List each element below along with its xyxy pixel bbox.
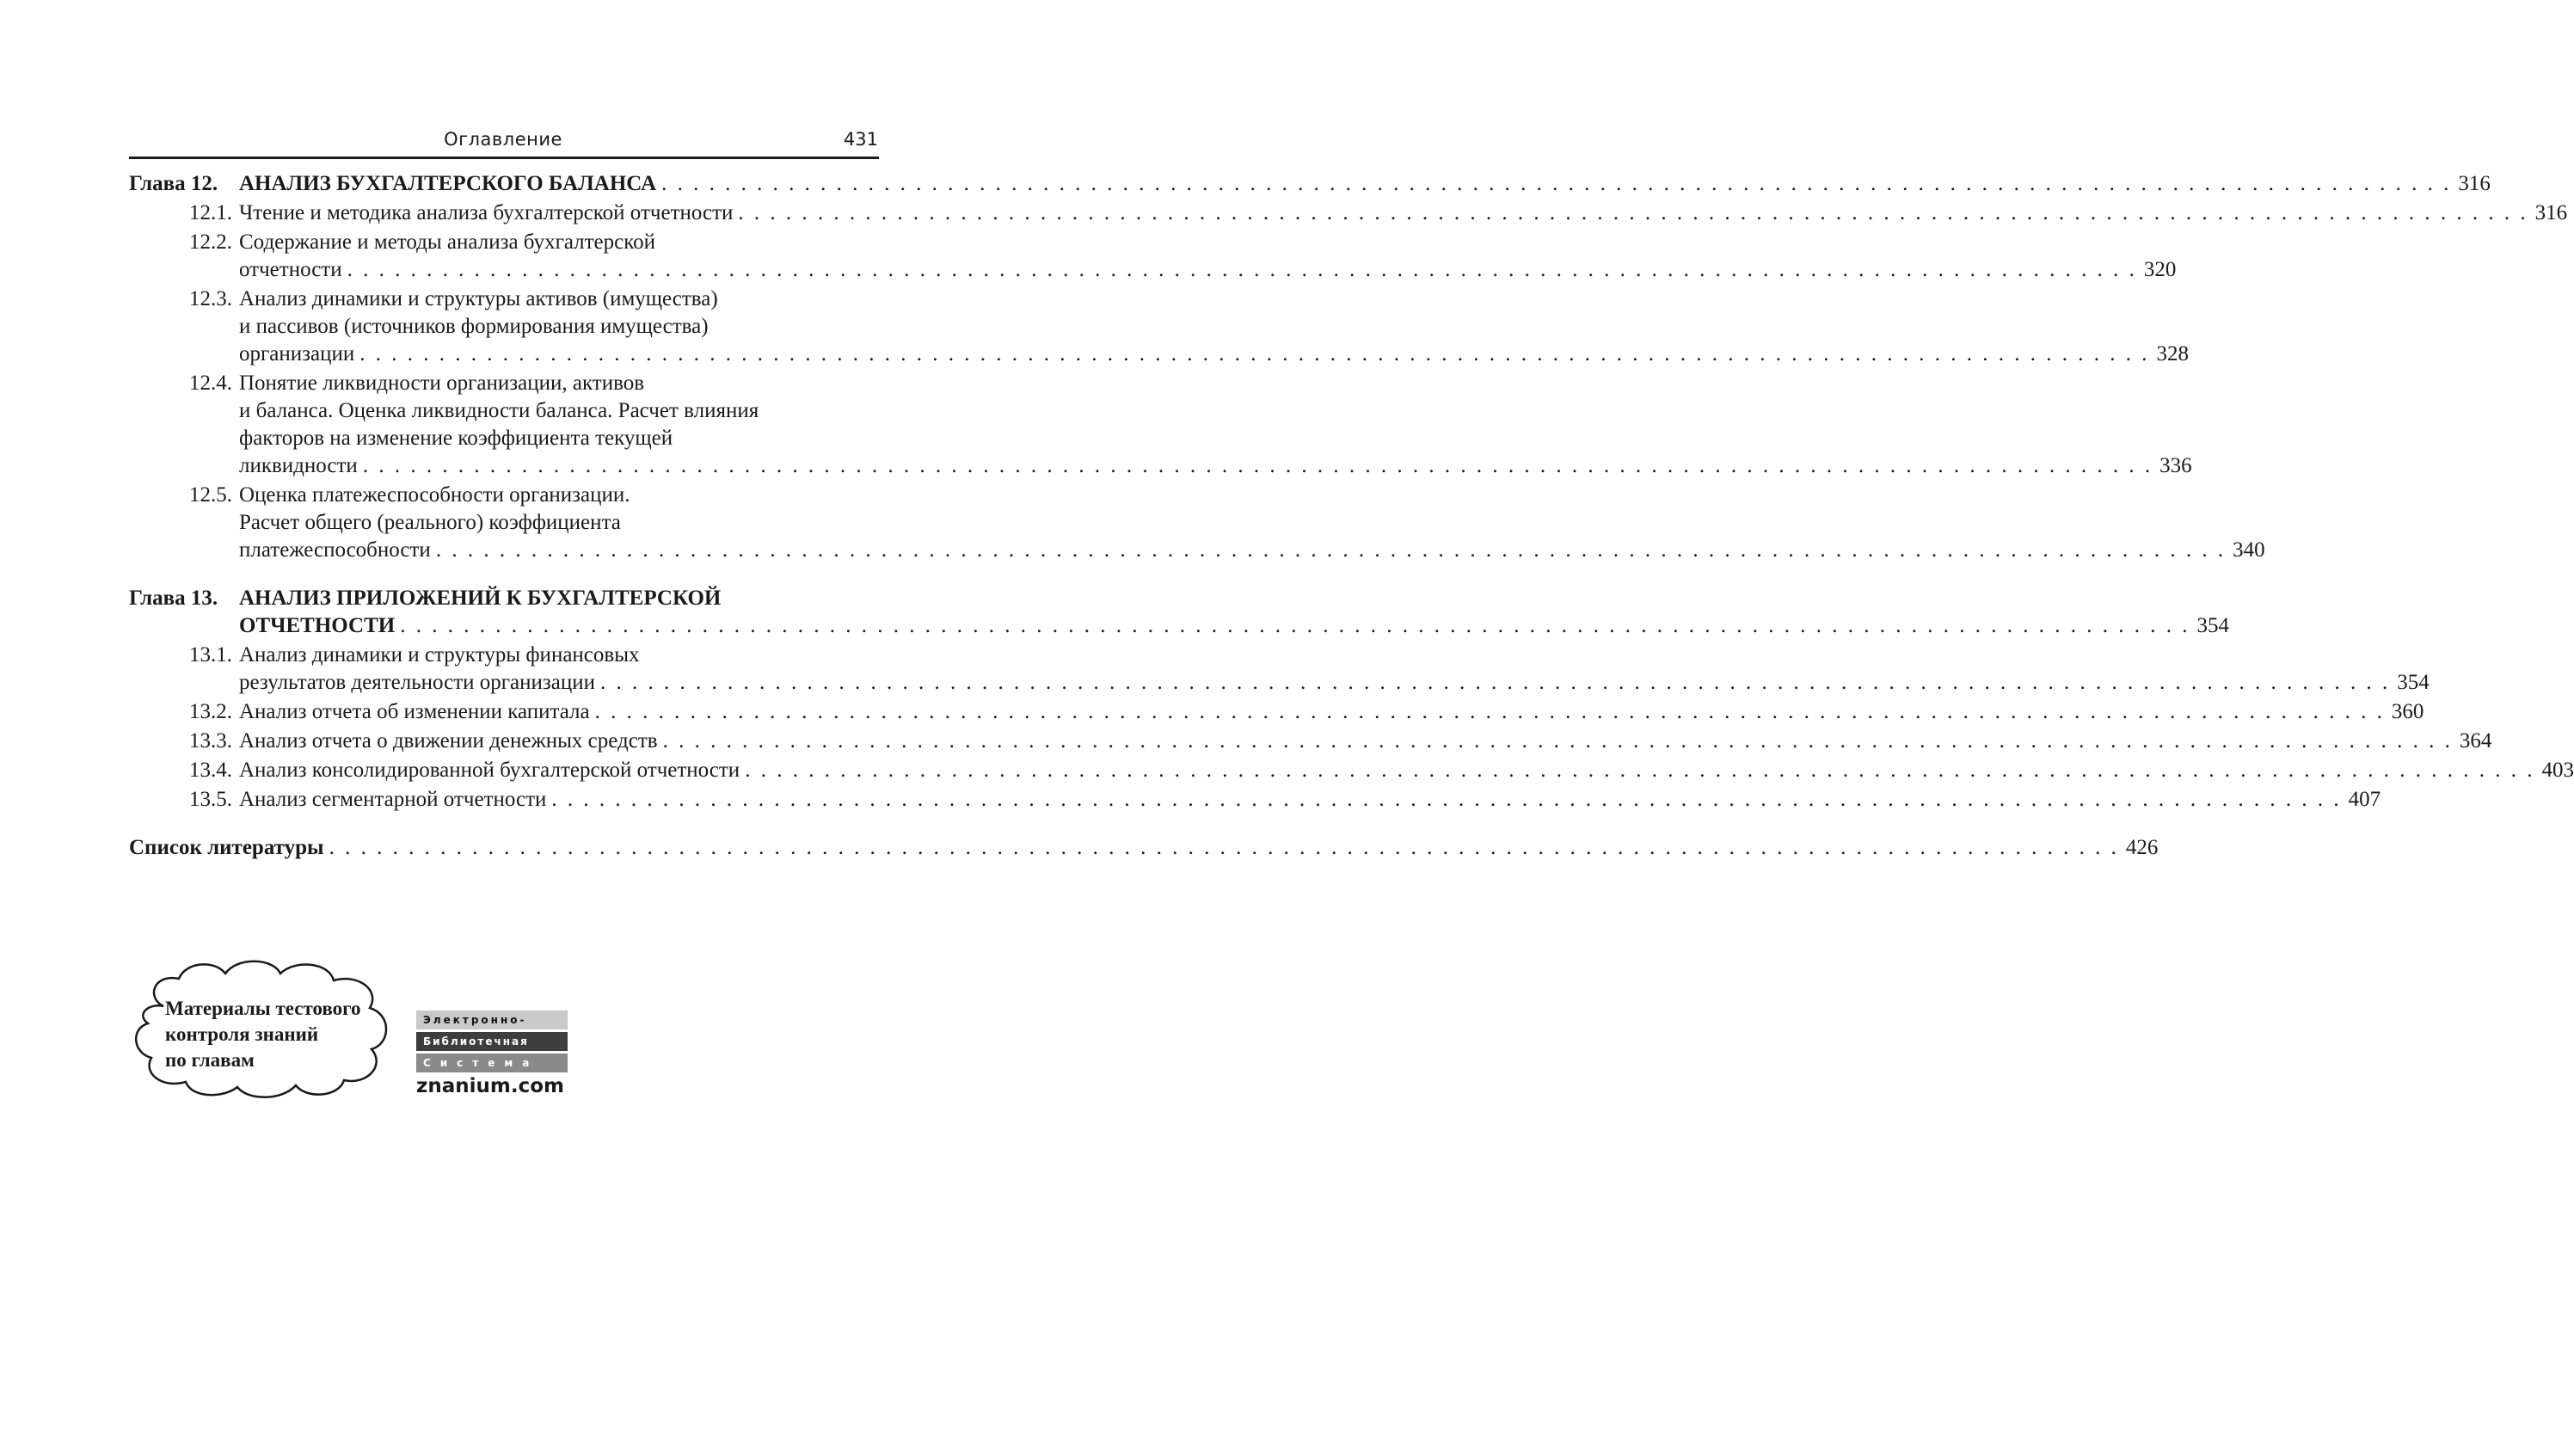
test-materials-callout[interactable] bbox=[129, 955, 396, 1101]
section-title bbox=[239, 757, 2574, 784]
section-title-row bbox=[239, 452, 2192, 480]
section-number: 13.1. bbox=[189, 643, 232, 667]
section-title bbox=[239, 200, 2568, 227]
section-page: 354 bbox=[2397, 671, 2430, 694]
section-title-line: Анализ динамики и структуры финансовых bbox=[239, 643, 640, 667]
section-number: 13.3. bbox=[189, 729, 232, 753]
dot-leader bbox=[436, 537, 2226, 564]
section-title-row bbox=[239, 256, 2177, 284]
section-title-text: Анализ сегментарной отчетности bbox=[239, 788, 547, 811]
section-title-row bbox=[239, 200, 2568, 227]
section-title-text: результатов деятельности организации bbox=[239, 671, 595, 694]
section-entry[interactable] bbox=[129, 482, 2265, 564]
chapter-page: 316 bbox=[2458, 172, 2491, 195]
section-title-row bbox=[239, 537, 2265, 564]
section-number: 13.2. bbox=[189, 700, 232, 723]
section-page: 336 bbox=[2159, 454, 2192, 477]
dot-leader bbox=[745, 757, 2534, 784]
section-title-text: платежеспособности bbox=[239, 538, 431, 562]
section-title bbox=[239, 786, 2381, 814]
section-page: 320 bbox=[2143, 258, 2177, 281]
chapter-title bbox=[239, 585, 2229, 640]
bibliography-page: 426 bbox=[2125, 836, 2159, 859]
section-title-text: Чтение и методика анализа бухгалтерской отчетности bbox=[239, 201, 734, 224]
dot-leader bbox=[347, 256, 2137, 284]
test-materials-text: Материалы тестового контроля знаний по главам bbox=[165, 998, 361, 1071]
section-number: 13.5. bbox=[189, 788, 232, 811]
section-title-row bbox=[239, 728, 2492, 755]
section-title-row bbox=[239, 669, 2430, 697]
section-page: 328 bbox=[2156, 342, 2189, 366]
section-title-row bbox=[239, 786, 2381, 814]
section-number: 12.3. bbox=[189, 287, 232, 310]
chapter-title-row bbox=[239, 612, 2229, 640]
section-title-line: и пассивов (источников формирования имущества) bbox=[239, 315, 709, 338]
logo-band-1: Электронно- bbox=[416, 1011, 568, 1029]
section-number: 12.5. bbox=[189, 483, 232, 507]
dot-leader bbox=[600, 669, 2390, 697]
section-title-line: Содержание и методы анализа бухгалтерской bbox=[239, 230, 655, 254]
section-page: 364 bbox=[2459, 729, 2492, 753]
chapter-title bbox=[239, 170, 2491, 198]
dot-leader bbox=[738, 200, 2528, 227]
logo-site: znanium.com bbox=[416, 1075, 565, 1097]
section-title-text: Анализ консолидированной бухгалтерской отчетности bbox=[239, 759, 740, 782]
section-title-line: Оценка платежеспособности организации. bbox=[239, 483, 630, 507]
section-page: 316 bbox=[2534, 201, 2568, 224]
section-title bbox=[239, 698, 2424, 726]
bibliography-title: Список литературы bbox=[129, 836, 324, 859]
chapter-title-text: ОТЧЕТНОСТИ bbox=[239, 614, 396, 637]
dot-leader bbox=[595, 698, 2385, 726]
section-page: 403 bbox=[2541, 759, 2574, 782]
header-rule bbox=[129, 157, 879, 159]
logo-band-3: Система bbox=[416, 1054, 568, 1072]
section-title bbox=[239, 482, 2265, 564]
bibliography-row bbox=[129, 834, 2158, 862]
section-number: 12.4. bbox=[189, 372, 232, 395]
section-entry[interactable] bbox=[129, 200, 2568, 227]
table-of-contents bbox=[129, 170, 2574, 862]
section-title bbox=[239, 370, 2192, 480]
dot-leader bbox=[551, 786, 2341, 814]
section-title-row bbox=[239, 698, 2424, 726]
section-title bbox=[239, 728, 2492, 755]
section-title bbox=[239, 286, 2189, 368]
section-title-line: факторов на изменение коэффициента текущей bbox=[239, 427, 673, 450]
section-title bbox=[239, 642, 2430, 697]
section-entry[interactable] bbox=[129, 728, 2492, 755]
section-entry[interactable] bbox=[129, 642, 2430, 697]
chapter-title-text: АНАЛИЗ БУХГАЛТЕРСКОГО БАЛАНСА bbox=[239, 172, 657, 195]
section-entry[interactable] bbox=[129, 757, 2574, 784]
dot-leader bbox=[329, 834, 2119, 862]
chapter-title-row bbox=[239, 170, 2491, 198]
dot-leader bbox=[661, 170, 2451, 198]
section-title-row bbox=[239, 341, 2189, 368]
section-title-line: Анализ динамики и структуры активов (имущества) bbox=[239, 287, 718, 310]
section-title-text: ликвидности bbox=[239, 454, 358, 477]
section-title bbox=[239, 229, 2177, 284]
dot-leader bbox=[663, 728, 2453, 755]
chapter-label: Глава 12. bbox=[129, 172, 218, 195]
chapter-title-line: АНАЛИЗ ПРИЛОЖЕНИЙ К БУХГАЛТЕРСКОЙ bbox=[239, 587, 722, 610]
section-entry[interactable] bbox=[129, 370, 2192, 480]
section-page: 407 bbox=[2348, 788, 2381, 811]
section-title-line: и баланса. Оценка ликвидности баланса. Расчет влияния bbox=[239, 399, 759, 422]
chapter-label: Глава 13. bbox=[129, 587, 218, 610]
section-number: 13.4. bbox=[189, 759, 232, 782]
section-title-line: Понятие ликвидности организации, активов bbox=[239, 372, 645, 395]
section-title-text: отчетности bbox=[239, 258, 342, 281]
chapter-page: 354 bbox=[2196, 614, 2229, 637]
section-number: 12.1. bbox=[189, 201, 232, 224]
bibliography-entry[interactable] bbox=[129, 834, 2159, 862]
section-title-text: Анализ отчета об изменении капитала bbox=[239, 700, 590, 723]
section-entry[interactable] bbox=[129, 286, 2189, 368]
dot-leader bbox=[363, 452, 2153, 480]
section-page: 360 bbox=[2391, 700, 2424, 723]
dot-leader bbox=[359, 341, 2149, 368]
section-entry[interactable] bbox=[129, 698, 2424, 726]
section-number: 12.2. bbox=[189, 230, 232, 254]
section-page: 340 bbox=[2233, 538, 2265, 562]
section-title-text: Анализ отчета о движении денежных средств bbox=[239, 729, 658, 753]
logo-band-2: Библиотечная bbox=[416, 1032, 568, 1051]
section-title-row bbox=[239, 757, 2574, 784]
section-title-text: организации bbox=[239, 342, 355, 366]
znanium-logo[interactable] bbox=[416, 1011, 568, 1097]
section-entry[interactable] bbox=[129, 786, 2381, 814]
running-header-title: Оглавление bbox=[444, 129, 562, 150]
section-entry[interactable] bbox=[129, 229, 2177, 284]
dot-leader bbox=[400, 612, 2190, 640]
chapter-entry[interactable] bbox=[129, 170, 2491, 198]
page-number: 431 bbox=[843, 129, 878, 150]
chapter-entry[interactable] bbox=[129, 585, 2229, 640]
section-title-line: Расчет общего (реального) коэффициента bbox=[239, 511, 621, 534]
